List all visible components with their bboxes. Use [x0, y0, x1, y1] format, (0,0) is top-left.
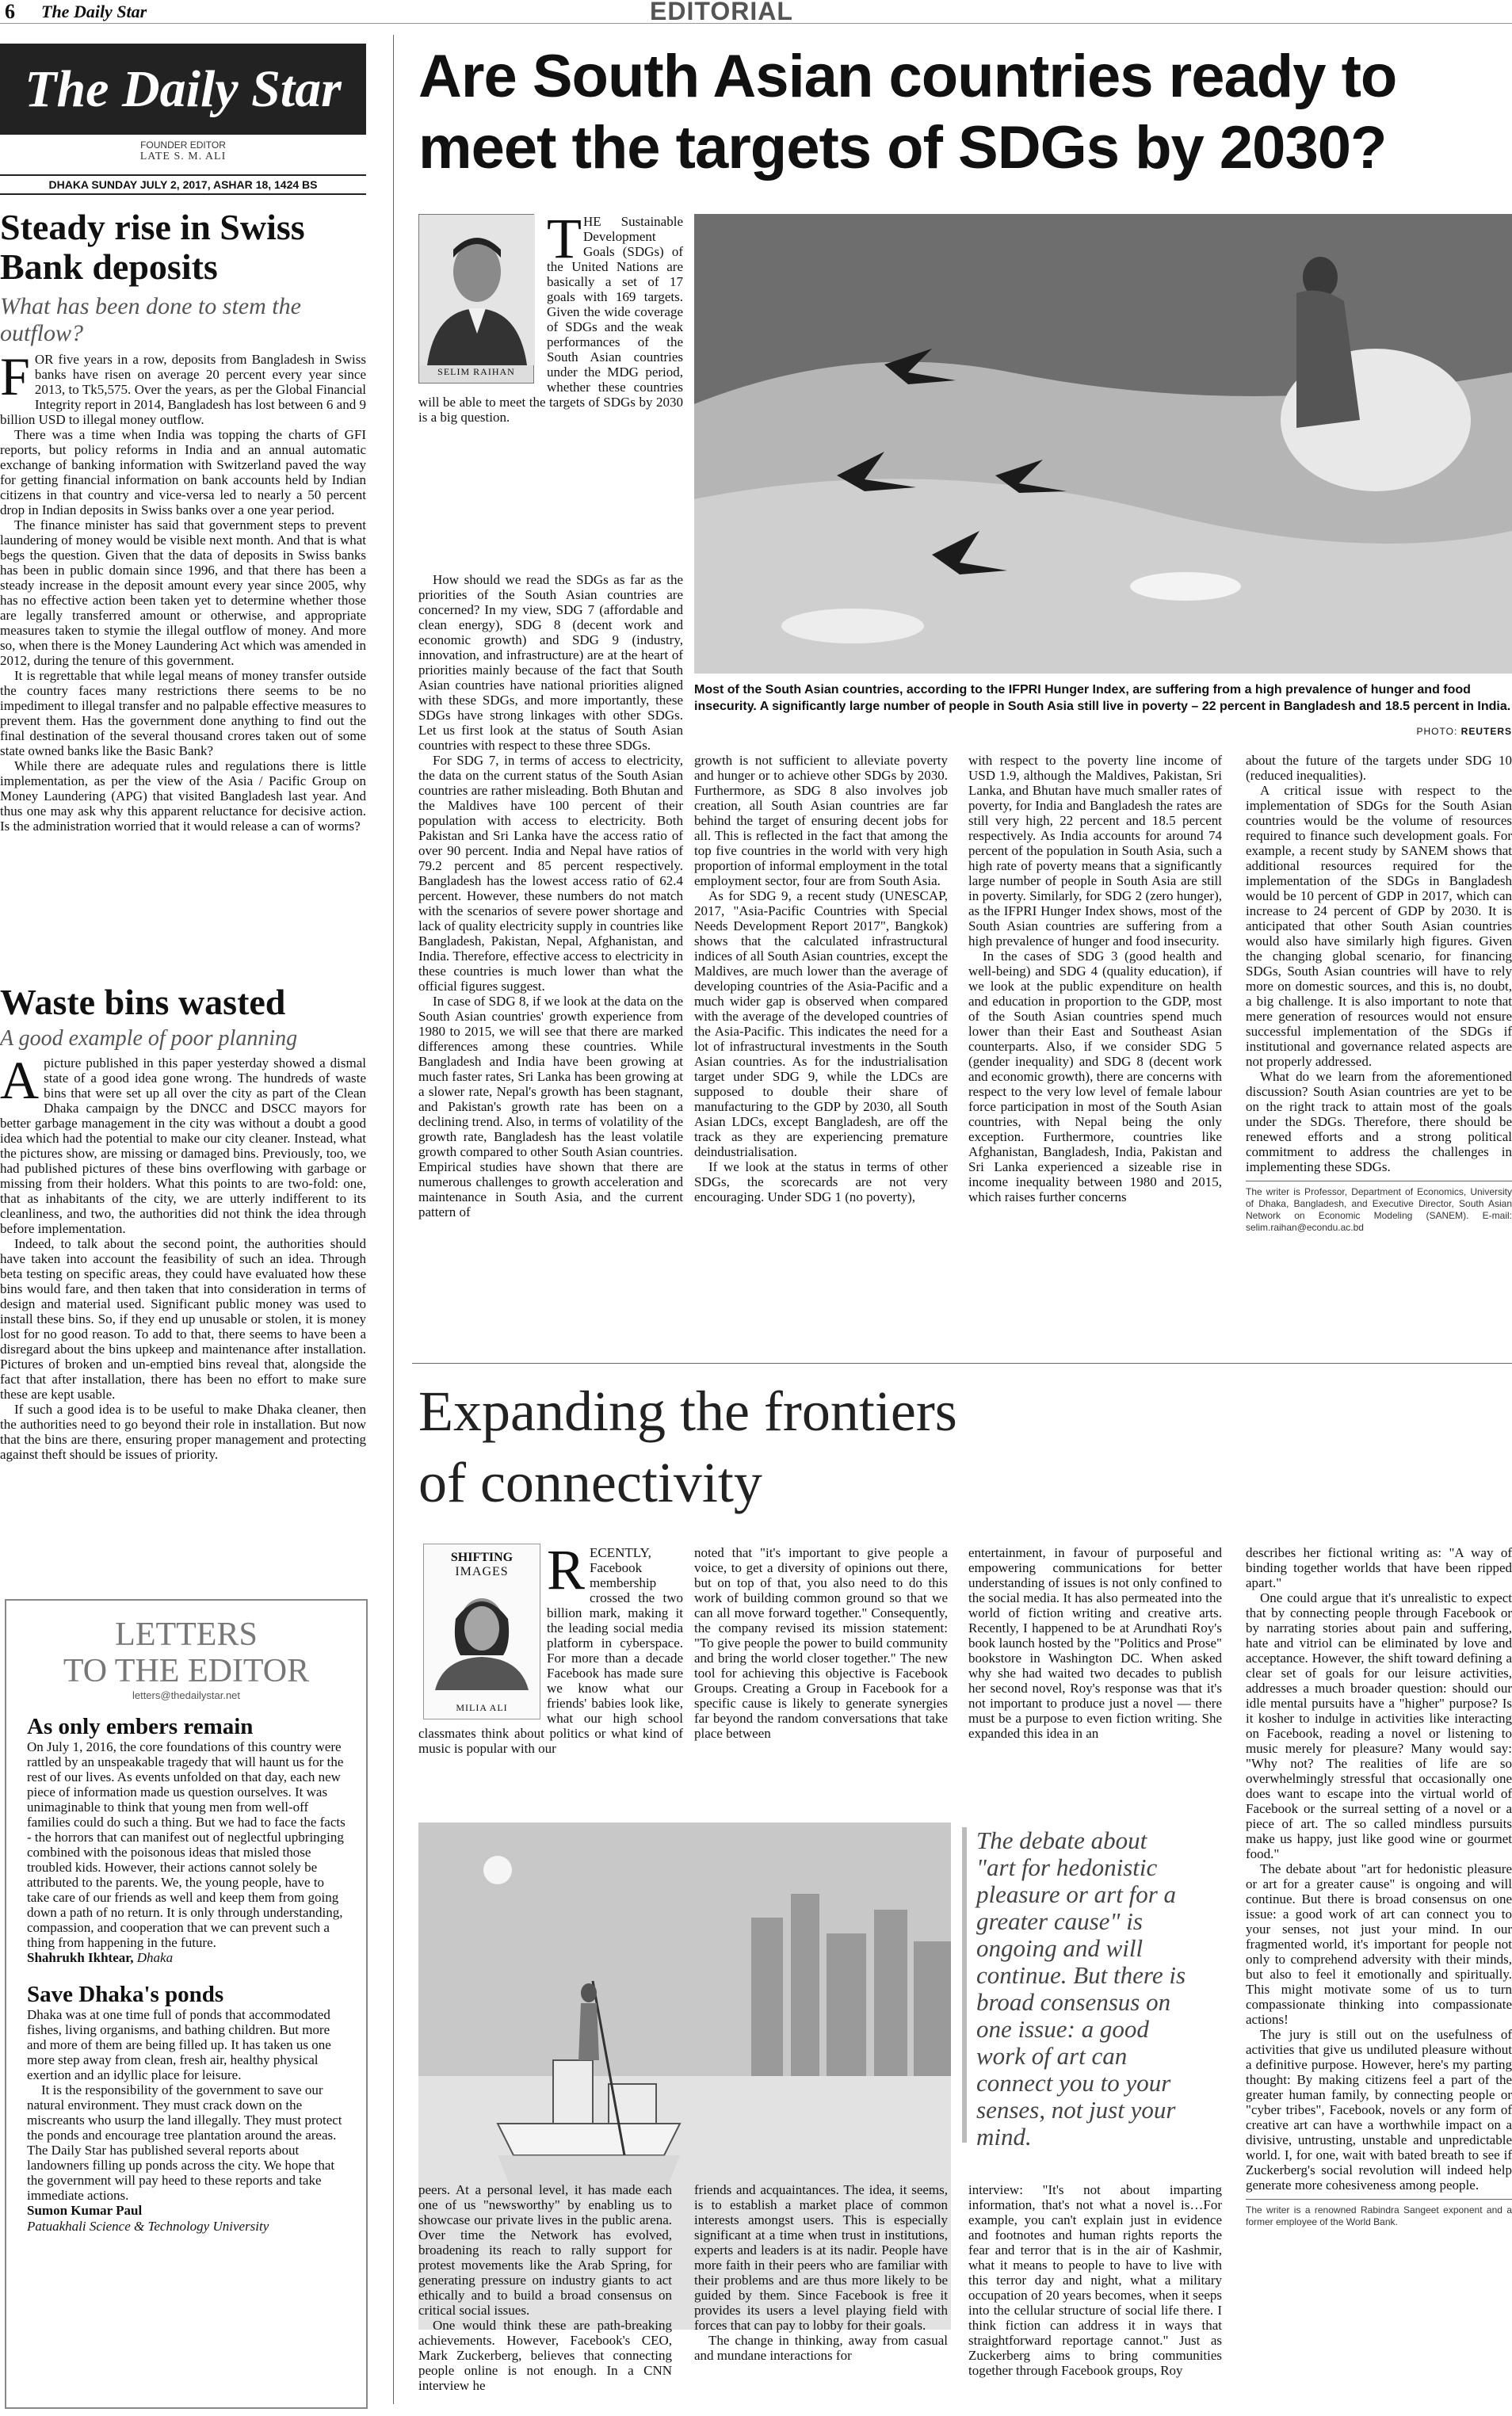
letter-signature — [27, 1950, 346, 1966]
photo-caption: Most of the South Asian countries, according to the IFPRI Hunger Index, are suffering from a high prevalence of hunger and food insecurity. A significantly large number of people in South Asia still live in poverty – 22 percent in Bangladesh and 18.5 percent in India. — [694, 683, 1511, 713]
editorial-headline: Waste bins wasted — [0, 982, 286, 1022]
paragraph: growth is not sufficient to alleviate poverty and hunger or to achieve other SDGs by 2030. Furthermore, as SDG 8 also involves job creation, all South Asian countries are far behind the target of ensuring decent jobs for all. This is reflected in the fact that among the top five countries in the world with very high proportion of informal employment in the total employment sector, four are from South Asia. — [694, 753, 948, 888]
letter-place-text: Patuakhali Science & Technology University — [27, 2219, 269, 2234]
news-photo-image — [694, 214, 1512, 674]
section-label: EDITORIAL — [650, 0, 793, 25]
paragraph: friends and acquaintances. The idea, it seems, is to establish a market place of common interests amongst users. This is especially significant at a time when trust in institutions, experts and leaders is at its nadir. People have more faith in their peers who are familiar with their problems and are thus more likely to be guided by them. Since Facebook is free it provides its users a level playing field with forces that can pay to lobby for their goals. — [694, 2182, 948, 2333]
paragraph: Indeed, to talk about the second point, the authorities should have taken into account the feasibility of such an idea. Through beta testing on specific areas, they could have evaluated how these bins would fare, and then taken that into consideration in terms of design and material used. Significant public money was used to install these bins. So, if they end up unusable or stolen, it is money lost for no good reason. To add to that, there seems to have been a disregard about the bins upkeep and maintenance after installation. Pictures of broken and un-emptied bins reveal that, alongside the fact that after installation, there has been no effort to make sure these are kept usable. — [0, 1236, 366, 1402]
founder-credit — [0, 139, 366, 163]
photo-credit-source: REUTERS — [1460, 726, 1512, 737]
headline-line: of connectivity — [418, 1451, 762, 1514]
letter-author: Shahrukh Ikhtear, — [27, 1950, 134, 1965]
author-note-divider — [1246, 2199, 1512, 2200]
founder-label: FOUNDER EDITOR — [140, 139, 226, 151]
paragraph: How should we read the SDGs as far as the priorities of the South Asian countries are concerned? In my view, SDG 7 (affordable and clean energy), SDG 8 (decent work and economic growth) and SDG 9 (industry, innovation, and infrastructure) are at the heart of priorities mainly because of the fact that South Asian countries have national priorities aligned with these SDGs, and more importantly, these SDGs have strong linkages with other SDGs. Let us first look at the status of South Asian countries with respect to these three SDGs. — [418, 572, 683, 753]
article2-bottom-column-3 — [968, 2182, 1222, 2378]
paragraph: The finance minister has said that government steps to prevent laundering of money would be visible next month. And that is what begs the question. Given that the data of deposits in Swiss banks has been in public domain since 1996, and that there has been a steady increase in the deposit amount every year since 2005, why has no effective action been taken yet to determine whether those are legally transferred amount or otherwise, and appropriate measures taken to stymie the illegal outflow of money. And more so, when there is the Money Laundering Act which was amended in 2012, during the tenure of this government. — [0, 517, 366, 668]
photo-credit-label: PHOTO: — [1416, 726, 1458, 737]
editorial-subhead: What has been done to stem the outflow? — [0, 293, 301, 346]
article-intro — [418, 207, 683, 425]
paragraph: The change in thinking, away from casual and mundane interactions for — [694, 2333, 948, 2363]
paragraph: If such a good idea is to be useful to make Dhaka cleaner, then the authorities need to go beyond their role in installation. But now that the bins are there, ensuring proper management and protecting against theft should be issues of priority. — [0, 1402, 366, 1462]
letter-place: Dhaka — [136, 1950, 174, 1965]
running-masthead: The Daily Star — [41, 2, 147, 21]
editorial-body — [0, 346, 366, 834]
photo-woman-with-sack — [694, 214, 1512, 674]
drop-cap: T — [547, 207, 582, 270]
drop-cap: R — [547, 1538, 586, 1601]
paragraph: The debate about "art for hedonistic pleasure or art for a greater cause" is ongoing and will continue. But there is broad consensus on one issue: a good work of art can connect you to your senses, not just your mind. In our fragmented world, it's important for people not only to comprehend adversity with their minds, but also to feel it emotionally and spiritually. This might motivate some of us to turn compassionate thinking into compassionate actions! — [1246, 1861, 1512, 2027]
page-number: 6 — [5, 0, 15, 23]
letter-author: Sumon Kumar Paul — [27, 2203, 143, 2218]
paragraph: In case of SDG 8, if we look at the data on the South Asian countries' growth experience from 1980 to 2015, we will see that there are marked differences among these countries. While Bangladesh and India have been growing at much faster rates, Sri Lanka has been growing at a slower rate, Nepal's growth has been stagnant, and Pakistan's growth rate has been on a declining trend. Also, in terms of volatility of the growth rate, Bangladesh has the least volatile growth compared to other South Asian countries. Empirical studies have shown that there are numerous challenges to growth acceleration and maintenance in South Asia, and the current pattern of — [418, 994, 683, 1219]
article-column-1 — [418, 572, 683, 1219]
paragraph: One could argue that it's unrealistic to expect that by connecting people through Facebook or by narrating stories about pain and suffering, hate and vitriol can be eliminated by love and acceptance. However, the shift toward defining a clear set of goals for our leisure activities, addresses a much broader question: should our idle mental pursuits have a "higher" purpose? Is it kosher to indulge in activities like interacting on Facebook, reading a novel or listening to music merely for pleasure? Many would say: "Why not? The realities of life are so overwhelmingly stressful that occasionally one does want to escape into the virtual world of Facebook or the surreal setting of a novel or a piece of art. The so called mindless pursuits make us happy, just like good wine or gourmet food." — [1246, 1590, 1512, 1861]
paragraph: interview: "It's not about imparting information, that's not what a novel is…For example, you can't explain just in evidence and footnotes and human rights reports the fear and terror that is in the air of Kashmir, what it means to people to have to live with this terror day and night, what a military occupation of 20 years becomes, when it seeps into the cellular structure of social life there. I think fiction can address it in ways that straightforward reportage cannot." Just as Zuckerberg aims to bring communities together through Facebook groups, Roy — [968, 2182, 1222, 2378]
author-name: MILIA ALI — [456, 1702, 508, 1713]
paragraph: A critical issue with respect to the implementation of SDGs for the South Asian countries would be the volume of resources required to finance such development goals. For example, a recent study by SANEM shows that additional resources required for the implementation of the SDGs in Bangladesh would be 10 percent of GDP in 2017, which can increase to 24 percent of GDP by 2030. It is anticipated that other South Asian countries would also have similarly high figures. Given the changing global scenario, for financing SDGs, South Asian countries will have to rely more on domestic sources, and this is, no doubt, a big challenge. It is also important to note that mere generation of resources would not ensure successful implementation of the SDGs if institutional and governance related aspects are not properly addressed. — [1246, 783, 1512, 1069]
letters-title-line2: TO THE EDITOR — [63, 1653, 310, 1689]
paragraph: What do we learn from the aforementioned discussion? South Asian countries are yet to be on the right track to attain most of the goals under the SDGs. Therefore, there should be renewed efforts and a strong political commitment to address the challenges in implementing these SDGs. — [1246, 1069, 1512, 1174]
paragraph: with respect to the poverty line income of USD 1.9, although the Maldives, Pakistan, Sri Lanka, and Bhutan have much smaller rates of poverty, for India and Bangladesh the rates are still very high, 22 percent and 18.5 percent respectively. As India accounts for around 74 percent of the population in South Asia, such a high rate of poverty means that a significantly large number of people in South Asia are still in poverty. Similarly, for SDG 2 (zero hunger), as the IFPRI Hunger Index shows, most of the South Asian countries are suffering from a high prevalence of hunger and food insecurity. — [968, 753, 1222, 948]
founder-name: LATE S. M. ALI — [139, 151, 227, 162]
paragraph: HE Sustainable Development Goals (SDGs) of the United Nations are basically a set of 17 goals with 169 targets. Given the wide coverage of SDGs and the weak performances of the South Asian countries under the MDG period, whether these countries will be able to meet the targets of SDGs by 2030 is a big question. — [418, 214, 683, 425]
paragraph: If we look at the status in terms of other SDGs, the scorecards are not very encouraging. Under SDG 1 (no poverty), — [694, 1159, 948, 1204]
letter-headline: Save Dhaka's ponds — [27, 1982, 224, 2007]
paragraph: peers. At a personal level, it has made each one of us "newsworthy" by enabling us to showcase our private lives in the public arena. Over time the Network has evolved, broadening its reach to rally support for protest movements like the Arab Spring, for generating pressure on industry giants to act ethically and to build a broad consensus on critical social issues. — [418, 2182, 672, 2318]
paragraph: It is regrettable that while legal means of money transfer outside the country faces many restrictions there seems to be no impediment to illegal transfer and no palpable effective measures to prevent them. Has the government done anything to find out the final destination of the several thousand crores taken out of some state owned banks like the Basic Bank? — [0, 668, 366, 758]
paragraph: There was a time when India was topping the charts of GFI reports, but policy reforms in India and an annual automatic exchange of banking information with Switzerland paved the way for getting financial information on bank accounts held by Indian citizens in that country and vice-versa led to nearly a 50 percent drop in Indian deposits in Swiss banks over a one year period. — [0, 427, 366, 517]
article-column-2 — [694, 753, 948, 1204]
article-headline-connectivity — [418, 1376, 1290, 1518]
article2-column-3: entertainment, in favour of purposeful and empowering communications for better understanding of issues is not only confined to the social media. It has also permeated into the world of fiction writing and creative arts. Recently, I happened to be at Arundhati Roy's book launch hosted by the "Politics and Prose" bookstore in Washington DC. When asked why she had waited two decades to publish her second novel, Roy's response was that it's not important to produce just a novel — there must be a purpose to even fiction writing. She expanded this idea in an — [968, 1545, 1222, 1741]
paragraph: picture published in this paper yesterday showed a dismal state of a good idea gone wrong. The hundreds of waste bins that were set up all over the city as part of the Clean Dhaka campaign by the DNCC and DSCC mayors for better garbage management in the city was without a doubt a good idea which had the potential to make our city cleaner. Instead, what the pictures show, are missing or damaged bins. Previously, too, we had published pictures of these bins overflowing with garbage or missing from their holders. What this points to are two-fold: one, that as inhabitants of the city, we are utterly indifferent to its cleanliness, and two, the authorities did not think the idea through before implementation. — [0, 1055, 366, 1236]
paragraph: describes her fictional writing as: "A way of binding together worlds that have been ripped apart." — [1246, 1545, 1512, 1590]
author-name: SELIM RAIHAN — [437, 366, 515, 377]
drop-cap: A — [0, 1050, 40, 1110]
paragraph: ECENTLY, Facebook membership crossed the two billion mark, making it the leading social media platform in cyberspace. For more than a decade Facebook has made sure we know what our friends' babies look like, what our high school classmates think about politics or what kind of music is popular with our — [418, 1545, 683, 1756]
letter-body: On July 1, 2016, the core foundations of this country were rattled by an unspeakable tragedy that will haunt us for the rest of our lives. As events unfolded on that day, each new piece of information made us question ourselves. It was unimaginable to think that young men from well-off families could do such a thing. But we had to face the facts - the horrors that can manifest out of neglectful upbringing combined with the poisonous ideas that misled those troubled kids. However, their actions cannot solely be attributed to the parents. We, the young people, have to take care of our friends as well and keep them from going down a path of no return. It is only through understanding, compassion, and cooperation that we can prevent such a thing from happening in the future. — [27, 1739, 346, 1950]
letters-title-line1: LETTERS — [115, 1616, 258, 1653]
story-divider — [412, 1363, 1512, 1364]
editorial-swiss-bank — [0, 208, 366, 834]
author-note: The writer is a renowned Rabindra Sangeet exponent and a former employee of the World Bank. — [1246, 2204, 1512, 2227]
article2-bottom-column-2 — [694, 2182, 948, 2363]
letter-headline: As only embers remain — [27, 1714, 254, 1739]
article2-column-2: noted that "it's important to give people a voice, to get a diversity of opinions out there, but on top of that, you also need to do this work of building common ground so that we can all move forward together." Consequently, the company revised its mission statement: "To give people the power to build community and bring the world closer together." The new tool for achieving this objective is Facebook Groups. Creating a Group in Facebook for a specific cause is likely to generate synergies far beyond the random conversations that take place between — [694, 1545, 948, 1741]
newspaper-masthead: The Daily Star — [0, 44, 366, 135]
letter-body: Dhaka was at one time full of ponds that accommodated fishes, living organisms, and bathing children. But more and more of them are being filled up. It has taken us one more step away from clean, fresh air, healthy physical exertion and an idyllic place for leisure. — [27, 2007, 331, 2082]
pull-quote-box — [962, 1826, 1192, 2151]
paragraph: As for SDG 9, a recent study (UNESCAP, 2017, "Asia-Pacific Countries with Special Needs Development Report 2017", Bangkok) shows that the calculated infrastructural indices of all South Asian countries, except the Maldives, are much lower than the average of developing countries of the Asia-Pacific and a much wider gap is observed when compared with the average of the developed countries of the Asia-Pacific. This indicates the need for a lot of infrastructural investments in the South Asian countries. As for the industrialisation target under SDG 9, while the LDCs are supposed to double their share of manufacturing to the GDP by 2030, all South Asian LDCs, except Bangladesh, are off the track as they are experiencing premature deindustrialisation. — [694, 888, 948, 1159]
letter-place — [27, 2219, 346, 2235]
article-headline-sdgs: Are South Asian countries ready to meet the targets of SDGs by 2030? — [418, 43, 1397, 181]
paragraph: about the future of the targets under SDG 10 (reduced inequalities). — [1246, 753, 1512, 783]
paragraph: The jury is still out on the usefulness of activities that give us undiluted pleasure without a definitive purpose. However, here's my parting thought: By making citizens feel a part of the greater human family, by connecting people or "cyber tribes", Facebook, novels or any form of creative art can have a worthwhile impact on a divisive, untrusting, unstable and unpredictable world. I, for one, wait with bated breath to see if Zuckerberg's social revolution will indeed help generate more cohesiveness among people. — [1246, 2027, 1512, 2193]
paragraph: For SDG 7, in terms of access to electricity, the data on the current status of the South Asian countries are rather misleading. Both Bhutan and the Maldives have 100 percent of their population with access to electricity. Both Pakistan and Sri Lanka have the access ratio of over 90 percent. India and Nepal have ratios of 79.2 percent and 85 percent respectively. Bangladesh has the lowest access ratio of 62.4 percent. However, these numbers do not match with the scenarios of severe power shortage and lack of quality electricity supply in countries like Bangladesh, Pakistan, Nepal, Afghanistan, and India. Therefore, effective access to electricity in these countries is much lower than what the official figures suggest. — [418, 753, 683, 994]
letter-body: It is the responsibility of the government to save our natural environment. They must crack down on the miscreants who usurp the land illegally. They must protect the ponds and encourage tree plantation around the areas. The Daily Star has published several reports about landowners filling up ponds across the city. We hope that the government will pay heed to these reports and take immediate actions. — [27, 2082, 342, 2203]
letters-email: letters@thedailystar.net — [132, 1689, 241, 1701]
editorial-body — [0, 1050, 366, 1462]
editorial-waste-bins — [0, 983, 366, 1462]
dateline: DHAKA SUNDAY JULY 2, 2017, ASHAR 18, 1424 BS — [0, 174, 366, 195]
author-note: The writer is Professor, Department of Economics, University of Dhaka, Bangladesh, and Executive Director, South Asian Network on Economic Modeling (SANEM). E-mail: selim.raihan@econdu.ac.bd — [1246, 1186, 1512, 1233]
column-name-line2: IMAGES — [455, 1565, 509, 1578]
paragraph: One would think these are path-breaking achievements. However, Facebook's CEO, Mark Zuckerberg, believes that connecting people online is not enough. In a CNN interview he — [418, 2318, 672, 2393]
column-divider — [393, 35, 394, 2404]
article2-intro — [418, 1538, 683, 1756]
column-name-line1: SHIFTING — [450, 1551, 514, 1564]
article2-column-4 — [1246, 1545, 1512, 2228]
editorial-headline: Steady rise in Swiss Bank deposits — [0, 207, 305, 287]
pull-quote: The debate about "art for hedonistic pleasure or art for a greater cause" is ongoing and will continue. But there is broad consensus on one issue: a good work of art can connect you to your senses, not just your mind. — [976, 1826, 1186, 2151]
editorial-subhead: A good example of poor planning — [0, 1026, 298, 1051]
paragraph: OR five years in a row, deposits from Bangladesh in Swiss banks have risen on average 20 percent every year since 2013, to Tk5,575. Over the years, as per the Global Financial Integrity report in 2014, Bangladesh has lost between 6 and 9 billion USD to illegal money outflow. — [0, 352, 366, 427]
headline-line: Expanding the frontiers — [418, 1380, 957, 1443]
article2-bottom-column-1 — [418, 2182, 672, 2393]
paragraph: In the cases of SDG 3 (good health and well-being) and SDG 4 (quality education), if we look at the public expenditure on health and education in proportion to the GDP, most of the South Asian countries spend much lower than their East and Southeast Asian counterparts. Also, if we consider SDG 5 (gender inequality) and SDG 8 (decent work and economic growth), there are concerns with respect to the very low level of female labour force participation in most of the South Asian countries, with Nepal being the only exception. Furthermore, countries like Afghanistan, Bangladesh, India, Pakistan and Sri Lanka experienced a sizeable rise in income inequality between 1980 and 2015, which raises further concerns — [968, 948, 1222, 1204]
drop-cap: F — [0, 346, 30, 406]
article-column-3 — [968, 753, 1222, 1204]
article-column-4 — [1246, 753, 1512, 1234]
letters-to-editor-box — [5, 1599, 368, 2409]
photo-credit — [1347, 726, 1512, 737]
paragraph: While there are adequate rules and regulations there is little implementation, as per the view of the Asia / Pacific Group on Money Laundering (APG) that visited Bangladesh last year. And thus one may ask why this apparent reluctance for decisive action. Is the administration worried that it would release a can of worms? — [0, 758, 366, 834]
